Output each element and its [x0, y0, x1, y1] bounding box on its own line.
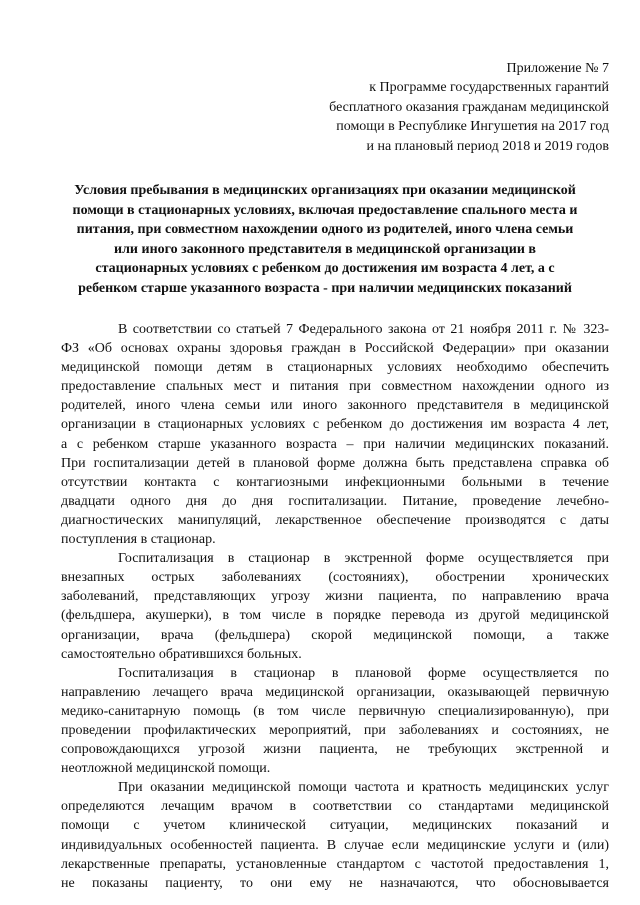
title-line: или иного законного представителя в медицинской организации в: [114, 241, 536, 257]
text-line: Госпитализация в стационар в экстренной форме осуществляется при: [118, 551, 609, 567]
paragraph-service-frequency: [61, 778, 609, 893]
text-line: медицинской помощи детям в стационарных условиях необходимо обеспечить: [61, 360, 609, 376]
title-line: стационарных условиях с ребенком до достижения им возраста 4 лет, а с: [95, 261, 555, 276]
title-line: помощи в стационарных условиях, включая предоставление спального места и: [72, 202, 578, 218]
title-line: Условия пребывания в медицинских организациях при оказании медицинской: [74, 183, 576, 198]
text-line: направлению лечащего врача медицинской организации, оказывающей первичную: [61, 684, 609, 700]
text-line: родителей, иного члена семьи или иного законного представителя в медицинской: [61, 398, 609, 414]
text-line: проведении профилактических мероприятий, при заболеваниях и состояниях, не: [61, 722, 609, 738]
text-line: сопровождающихся угрозой жизни пациента, не требующих экстренной и: [61, 742, 609, 758]
text-line: организации, врача (фельдшера) скорой медицинской помощи, а также: [61, 627, 609, 643]
text-line: диагностических манипуляций, лекарственное обеспечение производятся с даты: [61, 512, 609, 528]
text-line: медико-санитарную помощь (в том числе первичную специализированную), при: [61, 703, 609, 719]
text-line: отсутствии контакта с контагиозными инфекционными больными в течение: [61, 474, 609, 490]
appendix-line: помощи в Республике Ингушетия на 2017 год: [336, 119, 609, 135]
text-line: (фельдшера, акушерки), в том числе в порядке перевода из другой медицинской: [61, 608, 609, 624]
text-line: двадцати одного дня до дня госпитализации. Питание, проведение лечебно-: [61, 493, 609, 509]
text-line: предоставление спальных мест и питания при совместном нахождении одного из: [61, 379, 609, 395]
appendix-line: Приложение № 7: [506, 61, 609, 76]
text-line: индивидуальных особенностей пациента. В случае если медицинские услуги и (или): [61, 837, 609, 853]
document-body: [61, 320, 609, 893]
text-line: самостоятельно обратившихся больных.: [61, 646, 302, 662]
appendix-line: и на плановый период 2018 и 2019 годов: [366, 138, 609, 154]
appendix-reference: [250, 59, 609, 156]
appendix-line: к Программе государственных гарантий: [369, 80, 609, 96]
text-line: неотложной медицинской помощи.: [61, 761, 271, 777]
appendix-line: бесплатного оказания гражданам медицинской: [329, 99, 609, 115]
text-line: а с ребенком старше указанного возраста – при наличии медицинских показаний.: [61, 436, 609, 452]
paragraph-planned-hospitalization: [61, 664, 609, 779]
text-line: внезапных острых заболеваниях (состояниях), обострении хронических: [61, 570, 609, 586]
text-line: организации в стационарных условиях с ребенком до достижения им возраста 4 лет,: [61, 417, 609, 433]
paragraph-emergency-hospitalization: [61, 549, 609, 664]
text-line: При оказании медицинской помощи частота и кратность медицинских услуг: [118, 780, 609, 796]
text-line: ФЗ «Об основах охраны здоровья граждан в Российской Федерации» при оказании: [61, 341, 609, 357]
paragraph-child-accommodation: [61, 320, 609, 549]
text-line: помощи с учетом клинической ситуации, медицинских показаний и: [61, 818, 609, 834]
text-line: В соответствии со статьей 7 Федерального закона от 21 ноября 2011 г. № 323-: [118, 322, 609, 337]
text-line: заболеваний, представляющих угрозу жизни пациента, по направлению врача: [61, 589, 609, 605]
text-line: При госпитализации детей в плановой форме должна быть представлена справка об: [61, 455, 609, 471]
text-line: поступления в стационар.: [61, 532, 216, 548]
text-line: не показаны пациенту, то они ему не назначаются, что обосновывается: [61, 875, 609, 891]
title-line: питания, при совместном нахождении одного из родителей, иного члена семьи: [76, 222, 574, 237]
text-line: лекарственные препараты, установленные стандартом с частотой предоставления 1,: [61, 856, 609, 872]
text-line: определяются лечащим врачом в соответствии со стандартами медицинской: [61, 799, 609, 815]
text-line: Госпитализация в стационар в плановой форме осуществляется по: [118, 665, 609, 681]
document-title: [40, 181, 610, 298]
title-line: ребенком старше указанного возраста - при наличии медицинских показаний: [78, 280, 572, 296]
